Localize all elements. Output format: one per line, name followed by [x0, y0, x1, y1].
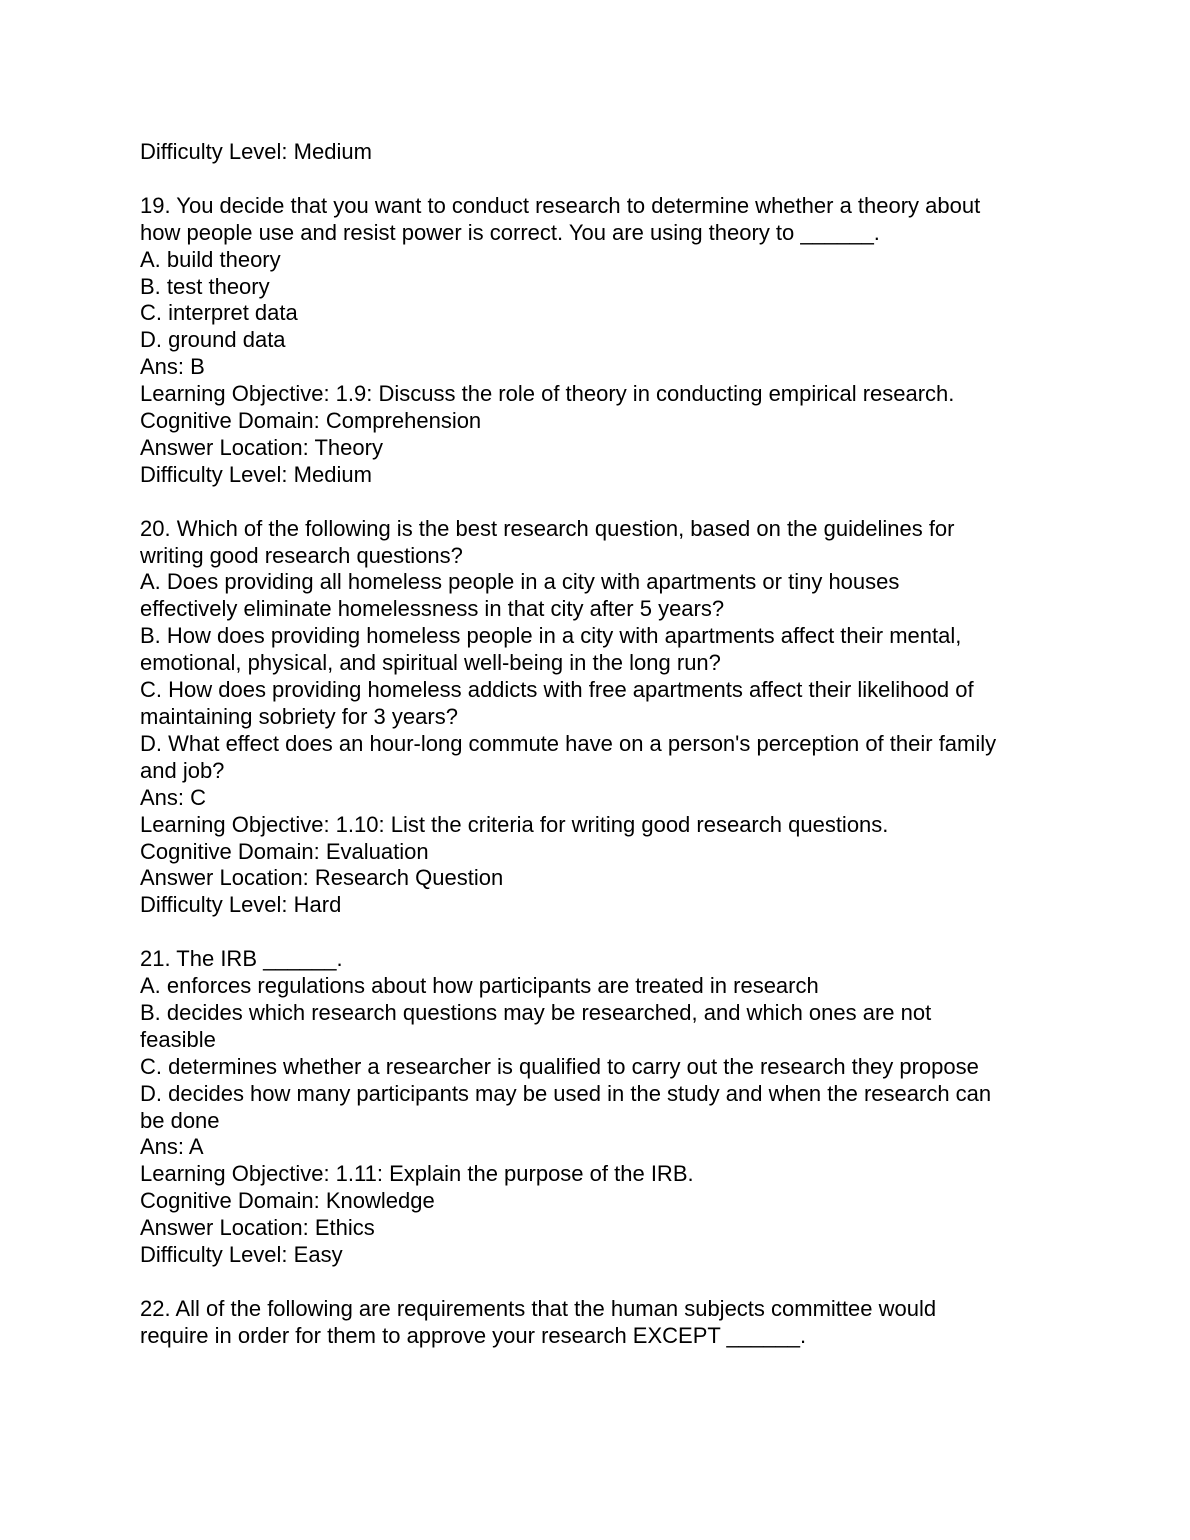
question-text: 22. All of the following are requirements that the human subjects committee would: [140, 1295, 937, 1321]
question-19: [140, 193, 1055, 489]
question-text: require in order for them to approve your research EXCEPT ______.: [140, 1322, 807, 1348]
answer-option-a: A. Does providing all homeless people in a city with apartments or tiny houses: [140, 569, 900, 595]
cognitive-domain: Cognitive Domain: Evaluation: [140, 838, 429, 864]
answer-key: Ans: A: [140, 1134, 204, 1160]
question-text: writing good research questions?: [140, 542, 463, 568]
spacer: [140, 166, 1055, 193]
spacer: [140, 489, 1055, 516]
answer-option-c: maintaining sobriety for 3 years?: [140, 704, 458, 729]
spacer: [140, 1269, 1055, 1296]
learning-objective: Learning Objective: 1.11: Explain the purpose of the IRB.: [140, 1161, 694, 1187]
answer-location: Answer Location: Ethics: [140, 1215, 375, 1241]
spacer: [140, 919, 1055, 946]
answer-option-b: B. decides which research questions may be researched, and which ones are not: [140, 999, 932, 1025]
answer-option-a: A. build theory: [140, 246, 281, 272]
answer-option-d: be done: [140, 1107, 220, 1133]
difficulty-level: Difficulty Level: Easy: [140, 1242, 343, 1268]
answer-location: Answer Location: Research Question: [140, 865, 504, 891]
learning-objective: Learning Objective: 1.9: Discuss the role of theory in conducting empirical research.: [140, 381, 955, 407]
document-page: [140, 139, 1055, 1350]
answer-option-c: C. How does providing homeless addicts with free apartments affect their likelihood of: [140, 677, 974, 703]
answer-option-c: C. determines whether a researcher is qualified to carry out the research they propose: [140, 1053, 979, 1079]
answer-option-b: B. test theory: [140, 273, 270, 299]
cognitive-domain: Cognitive Domain: Knowledge: [140, 1188, 435, 1214]
answer-option-d: D. decides how many participants may be used in the study and when the research can: [140, 1080, 992, 1106]
answer-option-d: and job?: [140, 757, 225, 783]
answer-option-a: A. enforces regulations about how participants are treated in research: [140, 973, 819, 999]
answer-key: Ans: B: [140, 354, 205, 380]
difficulty-level: Difficulty Level: Medium: [140, 461, 372, 487]
difficulty-level: Difficulty Level: Medium: [140, 139, 372, 164]
question-text: 21. The IRB ______.: [140, 946, 343, 972]
question-20: [140, 516, 1055, 920]
answer-option-b: B. How does providing homeless people in a city with apartments affect their mental,: [140, 623, 962, 649]
answer-option-d: D. What effect does an hour-long commute have on a person's perception of their family: [140, 730, 997, 756]
question-21: [140, 946, 1055, 1269]
difficulty-level: Difficulty Level: Hard: [140, 892, 342, 918]
question-text: how people use and resist power is correct. You are using theory to ______.: [140, 219, 880, 245]
answer-option-a: effectively eliminate homelessness in that city after 5 years?: [140, 596, 725, 622]
answer-key: Ans: C: [140, 784, 207, 810]
answer-option-d: D. ground data: [140, 327, 286, 353]
question-22: [140, 1296, 1055, 1350]
learning-objective: Learning Objective: 1.10: List the criteria for writing good research questions.: [140, 811, 889, 837]
answer-location: Answer Location: Theory: [140, 434, 383, 460]
question-text: 20. Which of the following is the best research question, based on the guidelines for: [140, 515, 955, 541]
cognitive-domain: Cognitive Domain: Comprehension: [140, 408, 482, 434]
answer-option-b: emotional, physical, and spiritual well-being in the long run?: [140, 650, 721, 676]
answer-option-b: feasible: [140, 1026, 216, 1052]
answer-option-c: C. interpret data: [140, 300, 298, 326]
question-text: 19. You decide that you want to conduct research to determine whether a theory about: [140, 192, 981, 218]
